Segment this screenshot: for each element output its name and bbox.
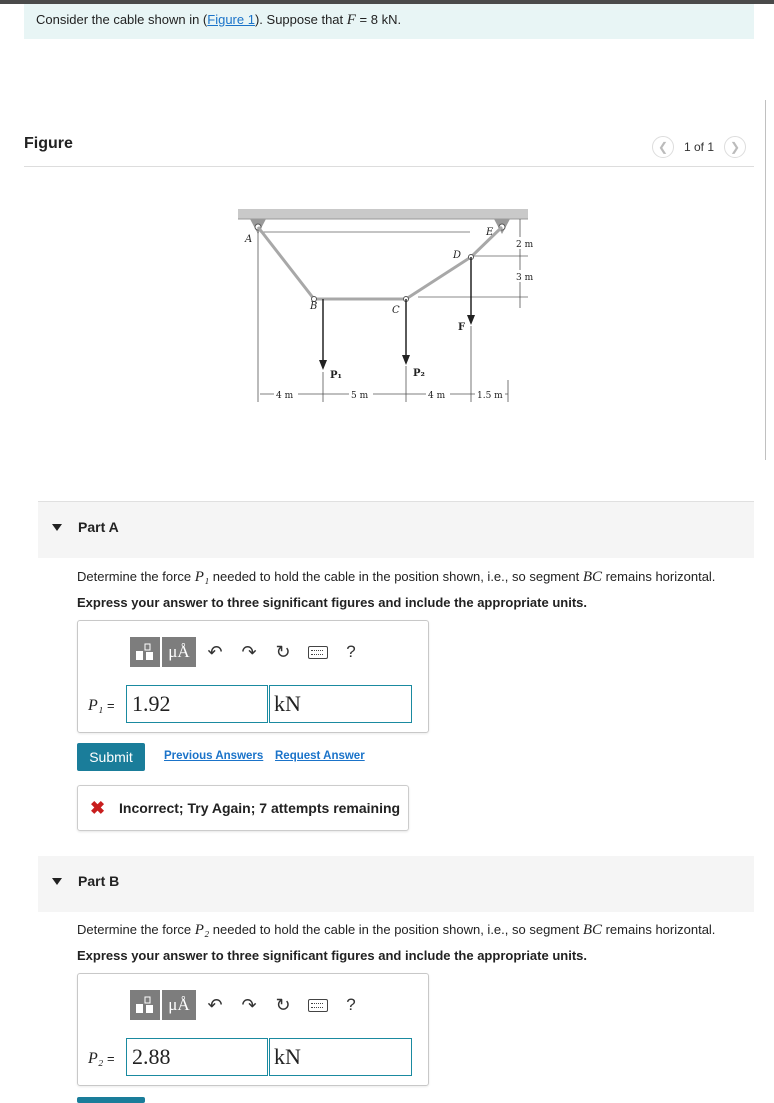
equals-sign: = [106, 698, 115, 713]
label-b: B [310, 301, 318, 312]
q-text-3: remains horizontal. [601, 922, 716, 937]
part-b-header[interactable] [38, 856, 754, 912]
part-b-instruction: Express your answer to three significant figures and include the appropriate units. [77, 948, 587, 963]
caret-down-icon [52, 878, 62, 885]
close-icon: ✖ [90, 798, 106, 818]
dim-label-1: 4 m [276, 391, 294, 401]
submit-button[interactable]: Submit [77, 743, 145, 771]
answer-label [88, 697, 115, 715]
arrowhead-f [467, 315, 475, 325]
intro-text: Consider the cable shown in ( [36, 12, 208, 27]
feedback-box [77, 785, 409, 831]
templates-button[interactable] [130, 990, 160, 1020]
math-toolbar [130, 990, 366, 1020]
figure-divider [24, 166, 754, 167]
dim-label-3: 4 m [428, 391, 446, 401]
next-figure-button[interactable] [724, 136, 746, 158]
ceiling [238, 209, 528, 219]
answer-var: P₁ [88, 697, 104, 714]
undo-button[interactable]: ↶ [207, 994, 223, 1015]
answer-label [88, 1050, 115, 1068]
problem-intro [24, 4, 754, 39]
dim-label-4: 1.5 m [477, 391, 503, 401]
figure-link[interactable]: Figure 1 [207, 12, 255, 27]
templates-icon [135, 643, 155, 661]
request-answer-link[interactable]: Request Answer [275, 750, 365, 762]
arrowhead-p1 [319, 360, 327, 370]
undo-button[interactable]: ↶ [207, 641, 223, 662]
redo-button[interactable]: ↷ [241, 641, 257, 662]
math-toolbar [130, 637, 366, 667]
help-button[interactable]: ? [346, 995, 356, 1014]
force-var: F [346, 12, 356, 28]
feedback-text: Incorrect; Try Again; 7 attempts remaining [119, 800, 401, 816]
equals-sign: = [106, 1051, 115, 1066]
q-text: Determine the force [77, 922, 195, 937]
q-var-2: BC [582, 569, 602, 585]
q-text-2: needed to hold the cable in the position shown, i.e., so segment [209, 569, 583, 584]
cable-figure [230, 196, 550, 411]
value-input[interactable]: 2.88 [126, 1038, 268, 1076]
dim-label-5: 2 m [516, 240, 534, 250]
help-button[interactable]: ? [346, 642, 356, 661]
units-button[interactable]: μÅ [162, 990, 196, 1020]
part-a-question [77, 569, 715, 586]
reset-button[interactable]: ↻ [275, 641, 291, 662]
label-c: C [392, 305, 400, 316]
redo-button[interactable]: ↷ [241, 994, 257, 1015]
cable [258, 227, 502, 299]
chevron-right-icon: ❯ [730, 140, 741, 154]
q-text-2: needed to hold the cable in the position shown, i.e., so segment [209, 922, 583, 937]
arrowhead-p2 [402, 355, 410, 365]
label-f: F [458, 322, 466, 333]
q-var: P₂ [194, 922, 210, 938]
q-var: P₁ [194, 569, 210, 585]
q-text-3: remains horizontal. [601, 569, 716, 584]
figure-title: Figure [24, 135, 73, 152]
label-p1: P₁ [330, 370, 342, 381]
answer-var: P₂ [88, 1050, 104, 1067]
pager-text: 1 of 1 [684, 140, 715, 154]
part-b-question [77, 922, 715, 939]
intro-text-3: = 8 kN. [355, 12, 402, 27]
part-a-title: Part A [78, 519, 119, 535]
dim-label-2: 5 m [351, 391, 369, 401]
previous-answers-link[interactable]: Previous Answers [164, 750, 264, 762]
intro-text-2: ). Suppose that [254, 12, 347, 27]
unit-input[interactable]: kN [269, 1038, 412, 1076]
keyboard-icon[interactable] [308, 646, 328, 659]
label-a: A [245, 234, 253, 245]
label-d: D [453, 250, 462, 261]
reset-button[interactable]: ↻ [275, 994, 291, 1015]
q-text: Determine the force [77, 569, 195, 584]
unit-input[interactable]: kN [269, 685, 412, 723]
scrollbar[interactable] [765, 100, 766, 460]
part-a-instruction: Express your answer to three significant figures and include the appropriate units. [77, 595, 587, 610]
dim-label-6: 3 m [516, 273, 534, 283]
part-b-answer-box [77, 973, 429, 1086]
chevron-left-icon: ❮ [657, 140, 669, 154]
submit-button-partial[interactable] [77, 1097, 145, 1103]
prev-figure-button[interactable] [652, 136, 674, 158]
caret-down-icon [52, 524, 62, 531]
value-input[interactable]: 1.92 [126, 685, 268, 723]
part-a-header[interactable] [38, 502, 754, 558]
label-e: E [486, 227, 494, 238]
figure-pager [652, 136, 746, 158]
part-a-answer-box [77, 620, 429, 733]
units-button[interactable]: μÅ [162, 637, 196, 667]
q-var-2: BC [582, 922, 602, 938]
templates-icon [135, 996, 155, 1014]
part-b-title: Part B [78, 873, 120, 889]
templates-button[interactable] [130, 637, 160, 667]
keyboard-icon[interactable] [308, 999, 328, 1012]
label-p2: P₂ [413, 368, 425, 379]
